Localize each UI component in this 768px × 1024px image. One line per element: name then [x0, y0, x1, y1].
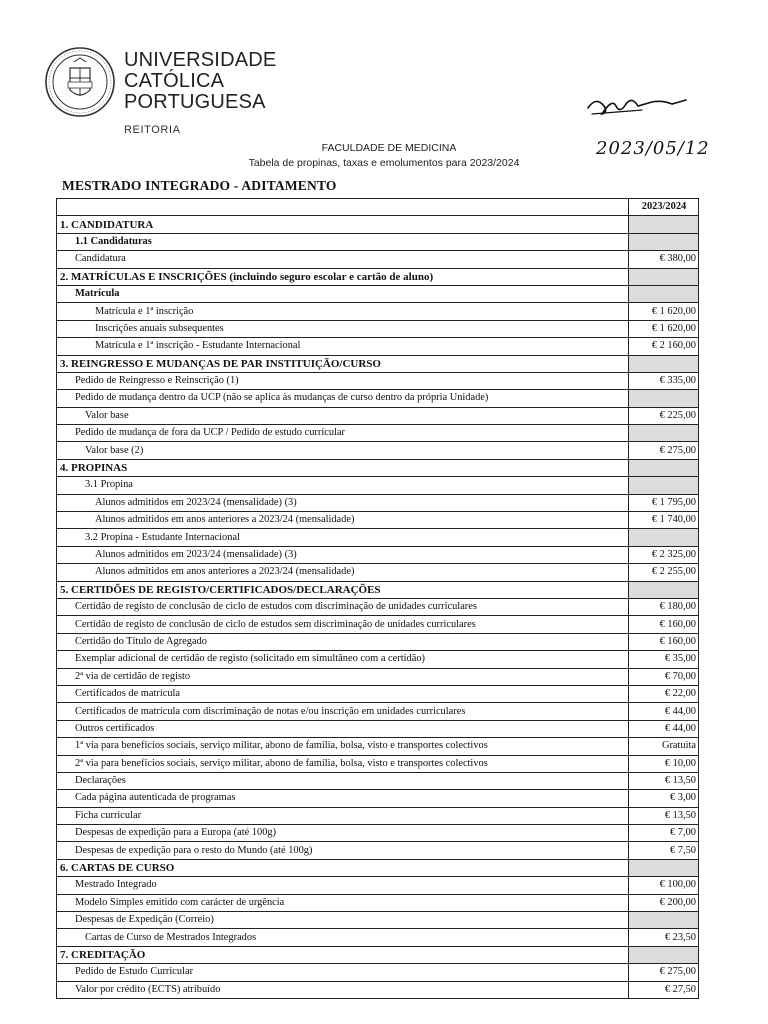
table-row [57, 303, 699, 320]
university-name [124, 50, 276, 113]
university-seal-icon [44, 46, 116, 118]
table-row [57, 338, 699, 355]
fee-description: Certidão de registo de conclusão de ciclo de estudos sem discriminação de unidades curriculares [57, 616, 629, 633]
fee-description: Matrícula [57, 285, 629, 302]
section-row [57, 459, 699, 476]
fee-description: 3.1 Propina [57, 477, 629, 494]
fee-amount: € 100,00 [629, 877, 699, 894]
fee-amount: € 44,00 [629, 703, 699, 720]
fee-amount [629, 355, 699, 372]
fee-amount: € 200,00 [629, 894, 699, 911]
fees-table-body [57, 199, 699, 999]
fee-amount: € 35,00 [629, 651, 699, 668]
fee-amount: € 275,00 [629, 964, 699, 981]
table-row [57, 616, 699, 633]
fee-description: Despesas de Expedição (Correio) [57, 912, 629, 929]
fee-description: Outros certificados [57, 720, 629, 737]
fee-amount [629, 946, 699, 963]
section-title: 1. CANDIDATURA [57, 216, 629, 233]
table-row [57, 651, 699, 668]
table-row [57, 512, 699, 529]
fee-description: Valor base (2) [57, 442, 629, 459]
fee-amount: € 7,00 [629, 825, 699, 842]
table-row [57, 772, 699, 789]
table-row [57, 442, 699, 459]
fee-description: Pedido de Estudo Curricular [57, 964, 629, 981]
fee-description: 3.2 Propina - Estudante Internacional [57, 529, 629, 546]
table-row [57, 477, 699, 494]
fee-amount: € 1 740,00 [629, 512, 699, 529]
section-row [57, 216, 699, 233]
fee-description: Alunos admitidos em 2023/24 (mensalidade) (3) [57, 546, 629, 563]
fee-description: Valor base [57, 407, 629, 424]
university-name-line: PORTUGUESA [124, 91, 266, 113]
table-row [57, 546, 699, 563]
fee-amount: € 44,00 [629, 720, 699, 737]
section-row [57, 355, 699, 372]
header-description-cell [57, 199, 629, 216]
fee-description: Certidão do Título de Agregado [57, 633, 629, 650]
fee-description: Matrícula e 1ª inscrição - Estudante Internacional [57, 338, 629, 355]
section-title: 3. REINGRESSO E MUDANÇAS DE PAR INSTITUIÇÃO/CURSO [57, 355, 629, 372]
fee-description: Despesas de expedição para a Europa (até 100g) [57, 825, 629, 842]
table-row [57, 738, 699, 755]
year-header-cell: 2023/2024 [629, 199, 699, 216]
fee-description: 2ª via de certidão de registo [57, 668, 629, 685]
table-row [57, 320, 699, 337]
fee-amount: € 1 620,00 [629, 320, 699, 337]
table-caption: Tabela de propinas, taxas e emolumentos para 2023/2024 [248, 157, 520, 169]
table-row [57, 598, 699, 615]
section-title: 7. CREDITAÇÃO [57, 946, 629, 963]
fee-description: Alunos admitidos em anos anteriores a 2023/24 (mensalidade) [57, 512, 629, 529]
fee-amount: € 10,00 [629, 755, 699, 772]
table-row [57, 981, 699, 998]
fee-description: Mestrado Integrado [57, 877, 629, 894]
table-row [57, 372, 699, 389]
fee-description: Inscrições anuais subsequentes [57, 320, 629, 337]
fee-amount: € 275,00 [629, 442, 699, 459]
fee-amount [629, 459, 699, 476]
table-row [57, 929, 699, 946]
table-row [57, 425, 699, 442]
fee-amount [629, 268, 699, 285]
fee-amount [629, 425, 699, 442]
fee-amount: € 2 160,00 [629, 338, 699, 355]
table-row [57, 390, 699, 407]
section-title: 5. CERTIDÕES DE REGISTO/CERTIFICADOS/DECLARAÇÕES [57, 581, 629, 598]
fee-description: Certificados de matrícula [57, 685, 629, 702]
fee-amount: € 13,50 [629, 807, 699, 824]
table-row [57, 494, 699, 511]
fee-description: Certificados de matrícula com discriminação de notas e/ou inscrição em unidades curriculares [57, 703, 629, 720]
university-name-line: CATÓLICA [124, 70, 225, 92]
section-title: 6. CARTAS DE CURSO [57, 859, 629, 876]
fee-description: 2ª via para benefícios sociais, serviço militar, abono de família, bolsa, visto e transportes colectivos [57, 755, 629, 772]
university-name-line: UNIVERSIDADE [124, 49, 277, 71]
fee-amount [629, 216, 699, 233]
fee-description: Pedido de mudança dentro da UCP (não se aplica às mudanças de curso dentro da própria Unidade) [57, 390, 629, 407]
fees-table [56, 198, 699, 999]
fee-amount [629, 233, 699, 250]
table-row [57, 825, 699, 842]
fee-amount: € 22,00 [629, 685, 699, 702]
document-title: MESTRADO INTEGRADO - ADITAMENTO [62, 178, 337, 193]
fee-description: Despesas de expedição para o resto do Mundo (até 100g) [57, 842, 629, 859]
table-row [57, 564, 699, 581]
table-row [57, 529, 699, 546]
fee-description: Cartas de Curso de Mestrados Integrados [57, 929, 629, 946]
table-row [57, 842, 699, 859]
fee-amount: € 70,00 [629, 668, 699, 685]
fee-amount: € 380,00 [629, 251, 699, 268]
fee-description: Declarações [57, 772, 629, 789]
table-row [57, 755, 699, 772]
fee-description: Exemplar adicional de certidão de registo (solicitado em simultâneo com a certidão) [57, 651, 629, 668]
fee-description: Valor por crédito (ECTS) atribuído [57, 981, 629, 998]
faculty-name: FACULDADE DE MEDICINA [321, 142, 457, 154]
department-label: REITORIA [124, 124, 181, 136]
document-header [0, 0, 768, 200]
section-row [57, 268, 699, 285]
handwritten-signature [582, 88, 692, 122]
section-row [57, 946, 699, 963]
table-row [57, 233, 699, 250]
section-title: 4. PROPINAS [57, 459, 629, 476]
fee-description: 1ª via para benefícios sociais, serviço militar, abono de família, bolsa, visto e transportes colectivos [57, 738, 629, 755]
fee-description: Pedido de mudança de fora da UCP / Pedido de estudo curricular [57, 425, 629, 442]
fee-amount: € 23,50 [629, 929, 699, 946]
fee-amount [629, 859, 699, 876]
fee-amount [629, 529, 699, 546]
fee-description: 1.1 Candidaturas [57, 233, 629, 250]
fee-amount: € 225,00 [629, 407, 699, 424]
fee-amount: € 1 795,00 [629, 494, 699, 511]
table-header-row [57, 199, 699, 216]
fee-description: Alunos admitidos em 2023/24 (mensalidade) (3) [57, 494, 629, 511]
table-row [57, 668, 699, 685]
fee-amount: € 180,00 [629, 598, 699, 615]
fee-description: Ficha curricular [57, 807, 629, 824]
fee-amount: € 335,00 [629, 372, 699, 389]
fee-amount: € 2 255,00 [629, 564, 699, 581]
table-row [57, 964, 699, 981]
table-row [57, 703, 699, 720]
fee-description: Matrícula e 1ª inscrição [57, 303, 629, 320]
section-row [57, 581, 699, 598]
table-row [57, 633, 699, 650]
section-row [57, 859, 699, 876]
fee-description: Cada página autenticada de programas [57, 790, 629, 807]
fee-amount: € 27,50 [629, 981, 699, 998]
fee-amount [629, 477, 699, 494]
fee-description: Modelo Simples emitido com carácter de urgência [57, 894, 629, 911]
fee-amount [629, 912, 699, 929]
table-row [57, 877, 699, 894]
fee-description: Candidatura [57, 251, 629, 268]
fee-amount [629, 390, 699, 407]
table-row [57, 807, 699, 824]
fee-amount: € 7,50 [629, 842, 699, 859]
table-row [57, 407, 699, 424]
fee-amount [629, 581, 699, 598]
fee-description: Alunos admitidos em anos anteriores a 2023/24 (mensalidade) [57, 564, 629, 581]
table-row [57, 912, 699, 929]
table-row [57, 251, 699, 268]
fee-amount: € 13,50 [629, 772, 699, 789]
fee-amount: € 160,00 [629, 633, 699, 650]
table-row [57, 894, 699, 911]
table-row [57, 720, 699, 737]
table-row [57, 790, 699, 807]
fee-amount: € 1 620,00 [629, 303, 699, 320]
fee-amount: € 2 325,00 [629, 546, 699, 563]
fee-amount [629, 285, 699, 302]
fee-description: Certidão de registo de conclusão de ciclo de estudos com discriminação de unidades curriculares [57, 598, 629, 615]
fee-amount: Gratuita [629, 738, 699, 755]
fee-amount: € 160,00 [629, 616, 699, 633]
table-row [57, 685, 699, 702]
signature-date: 2023/05/12 [596, 138, 710, 159]
fee-amount: € 3,00 [629, 790, 699, 807]
table-row [57, 285, 699, 302]
section-title: 2. MATRÍCULAS E INSCRIÇÕES (incluindo seguro escolar e cartão de aluno) [57, 268, 629, 285]
fee-description: Pedido de Reingresso e Reinscrição (1) [57, 372, 629, 389]
